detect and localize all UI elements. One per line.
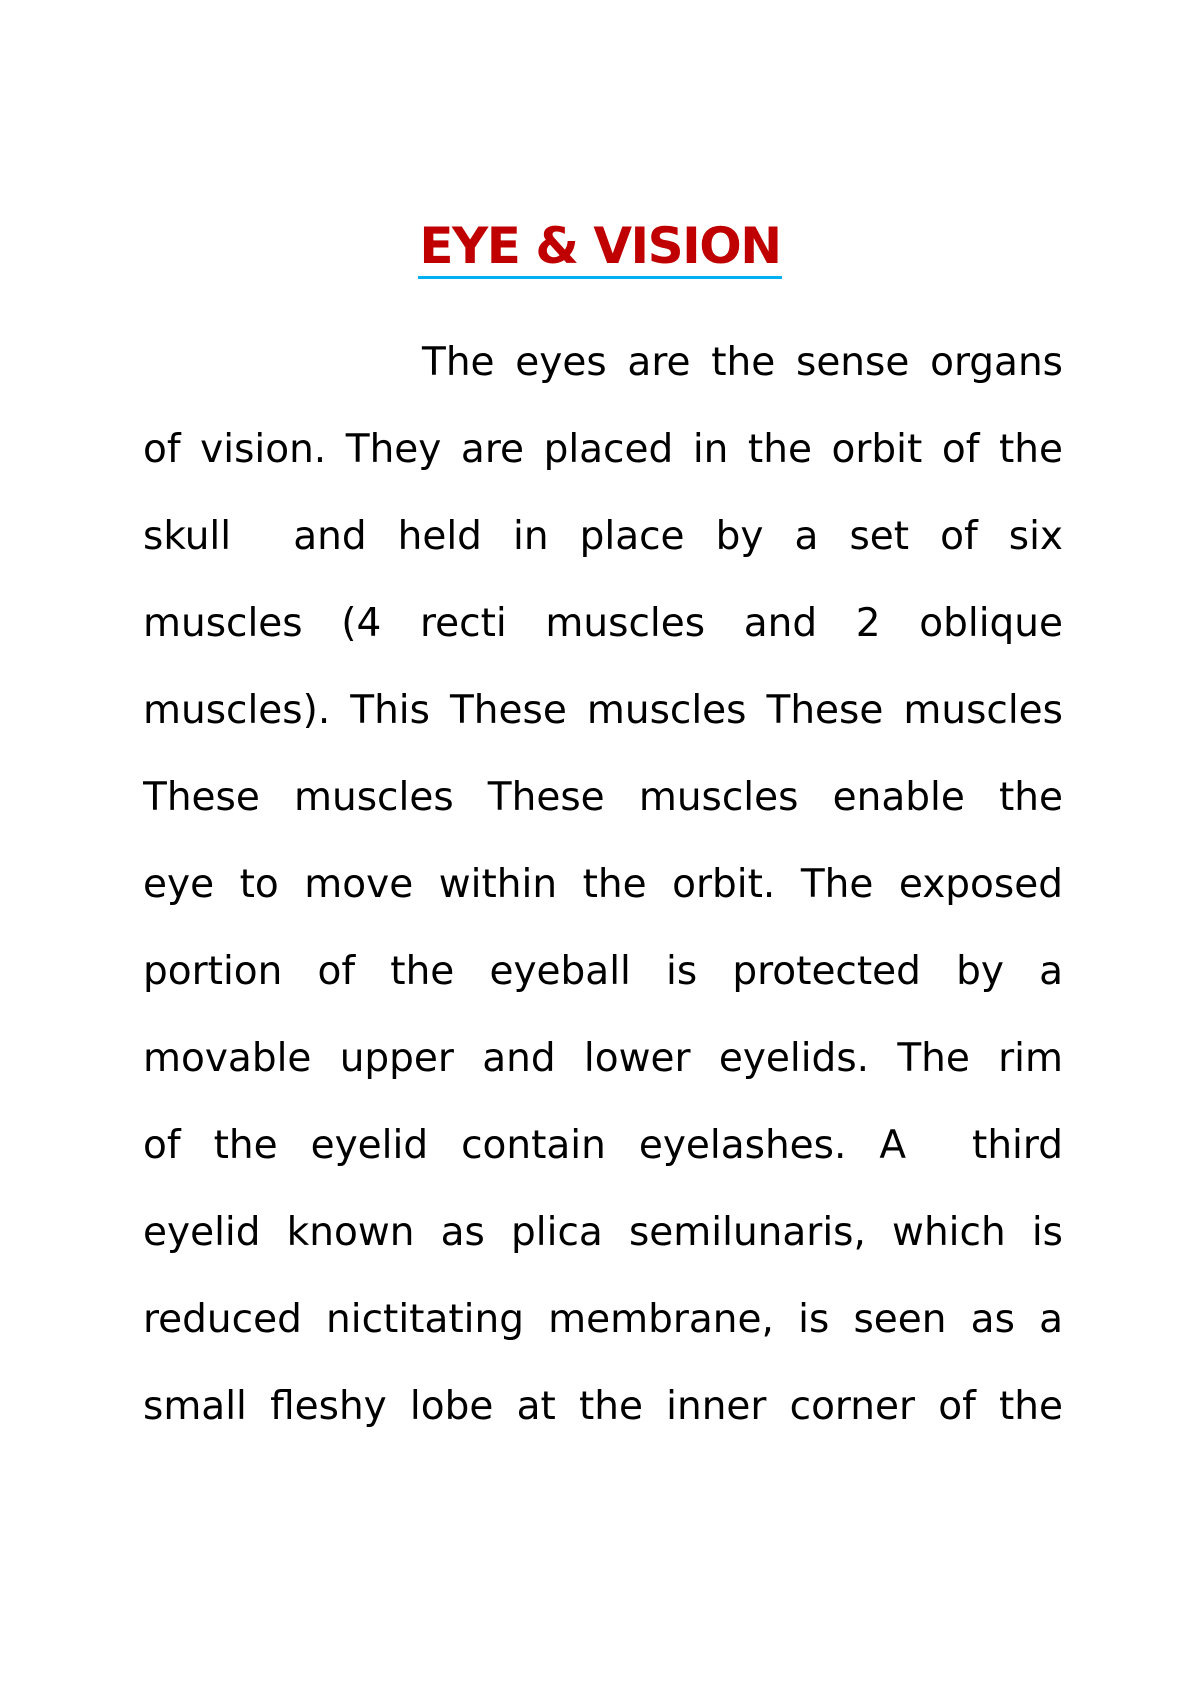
paragraph-line: eye to move within the orbit. The exposed [143, 862, 1063, 907]
paragraph-line: The eyes are the sense organs [422, 340, 1063, 385]
paragraph-line: muscles). This These muscles These muscles [143, 688, 1063, 733]
paragraph-line: portion of the eyeball is protected by a [143, 949, 1063, 994]
body-paragraph [143, 332, 1063, 1463]
paragraph-line: eyelid known as plica semilunaris, which is [143, 1210, 1063, 1255]
paragraph-line: movable upper and lower eyelids. The rim [143, 1036, 1063, 1081]
paragraph-line: skull and held in place by a set of six [143, 514, 1063, 559]
title-container [0, 218, 1200, 279]
paragraph-line: reduced nictitating membrane, is seen as a [143, 1297, 1063, 1342]
paragraph-line: of the eyelid contain eyelashes. A third [143, 1123, 1063, 1168]
paragraph-line: small fleshy lobe at the inner corner of the [143, 1384, 1063, 1429]
paragraph-line: These muscles These muscles enable the [143, 775, 1063, 820]
page-title: EYE & VISION [418, 218, 781, 279]
paragraph-line: of vision. They are placed in the orbit of the [143, 427, 1063, 472]
paragraph-line: muscles (4 recti muscles and 2 oblique [143, 601, 1063, 646]
